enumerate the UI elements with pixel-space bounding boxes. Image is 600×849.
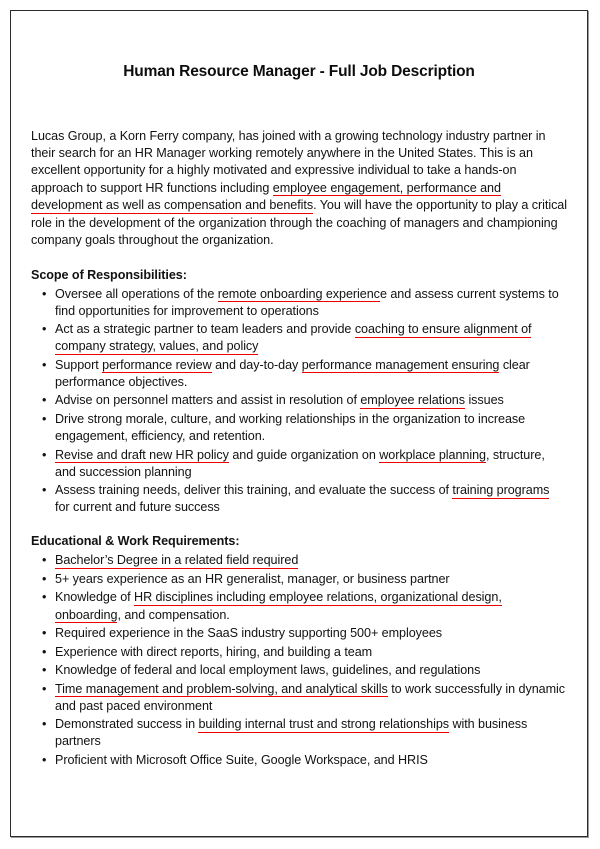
item-text-pre: Support bbox=[55, 357, 103, 372]
item-text-mid: and day-to-day bbox=[211, 357, 302, 372]
item-text-post: clear performance objectives. bbox=[55, 357, 530, 389]
list-item bbox=[31, 588, 567, 624]
item-highlight: HR disciplines including employee relations, organizational design, onboarding bbox=[55, 590, 502, 622]
list-item bbox=[31, 624, 567, 643]
list-item bbox=[31, 569, 567, 588]
item-text-pre: Proficient with Microsoft Office Suite, Google Workspace, and HRIS bbox=[55, 753, 428, 768]
item-text-post: to work successfully in dynamic and past paced environment bbox=[55, 681, 566, 713]
item-text-post: , structure, and succession planning bbox=[55, 447, 545, 479]
list-item bbox=[31, 284, 567, 320]
intro-text-part1: Lucas Group, a Korn Ferry company, has joined with a growing technology industry partner in their search for an HR Manager working remotely anywhere in the United States. This is an excellent opportunity for a highly motivated and expressive individual to take a hands-on approach to support HR functions including bbox=[31, 128, 546, 195]
list-item bbox=[31, 661, 567, 680]
item-highlight: coaching to ensure alignment of company strategy, values, and policy bbox=[55, 322, 532, 354]
scope-responsibilities-list bbox=[31, 284, 567, 516]
item-text-pre: Assess training needs, deliver this training, and evaluate the success of bbox=[55, 483, 453, 498]
item-text-pre: 5+ years experience as an HR generalist, manager, or business partner bbox=[55, 571, 450, 586]
list-item bbox=[31, 320, 567, 356]
item-text-post: issues bbox=[465, 393, 504, 408]
item-text-pre: Drive strong morale, culture, and working relationships in the organization to increase engagement, efficiency, and retention. bbox=[55, 412, 526, 444]
list-item bbox=[31, 751, 567, 770]
list-item bbox=[31, 715, 567, 751]
page-title: Human Resource Manager - Full Job Description bbox=[123, 63, 475, 80]
item-text-pre: Knowledge of bbox=[55, 590, 135, 605]
item-highlight: building internal trust and strong relationships bbox=[198, 717, 449, 732]
requirements-list bbox=[31, 551, 567, 769]
intro-text-part2: . You will have the opportunity to play a critical role in the development of the organization through the coaching of managers and championing company goals throughout the organization. bbox=[31, 198, 567, 248]
list-item bbox=[31, 481, 567, 517]
item-highlight: Revise and draft new HR policy bbox=[55, 447, 229, 462]
document-body bbox=[11, 11, 587, 769]
item-text-pre: Act as a strategic partner to team leaders and provide bbox=[55, 322, 355, 337]
list-item bbox=[31, 355, 567, 391]
list-item bbox=[31, 551, 567, 570]
item-text-pre: Required experience in the SaaS industry supporting 500+ employees bbox=[55, 626, 443, 641]
item-highlight-2: workplace planning bbox=[379, 447, 486, 462]
item-text-post: with business partners bbox=[55, 717, 528, 749]
item-text-pre: Knowledge of federal and local employment laws, guidelines, and regulations bbox=[55, 663, 481, 678]
item-highlight: training programs bbox=[452, 483, 550, 498]
list-item bbox=[31, 679, 567, 715]
list-item bbox=[31, 642, 567, 661]
intro-paragraph bbox=[31, 82, 567, 250]
item-highlight-2: performance management ensuring bbox=[301, 357, 500, 372]
item-text-mid: and guide organization on bbox=[228, 447, 380, 462]
list-item bbox=[31, 445, 567, 481]
section-heading-requirements: Educational & Work Requirements: bbox=[31, 534, 240, 549]
list-item bbox=[31, 391, 567, 410]
item-highlight: Time management and problem-solving, and analytical skills bbox=[55, 681, 388, 696]
item-text-pre: Demonstrated success in bbox=[55, 717, 199, 732]
list-item bbox=[31, 410, 567, 446]
item-highlight: employee relations bbox=[360, 393, 465, 408]
item-text-pre: Advise on personnel matters and assist in resolution of bbox=[55, 393, 361, 408]
intro-highlight: employee engagement, performance and development as well as compensation and benefits bbox=[31, 180, 501, 213]
item-text-post: e and assess current systems to find opportunities for improvement to operations bbox=[55, 286, 559, 318]
item-text-post: , and compensation. bbox=[117, 607, 230, 622]
item-text-pre: Oversee all operations of the bbox=[55, 286, 218, 301]
item-highlight: remote onboarding experienc bbox=[217, 286, 380, 301]
item-highlight: Bachelor’s Degree in a related field required bbox=[55, 553, 299, 568]
item-highlight: performance review bbox=[102, 357, 212, 372]
item-text-post: for current and future success bbox=[55, 500, 220, 515]
item-text-pre: Experience with direct reports, hiring, and building a team bbox=[55, 644, 373, 659]
document-page bbox=[10, 10, 588, 837]
section-heading-scope: Scope of Responsibilities: bbox=[31, 267, 187, 282]
